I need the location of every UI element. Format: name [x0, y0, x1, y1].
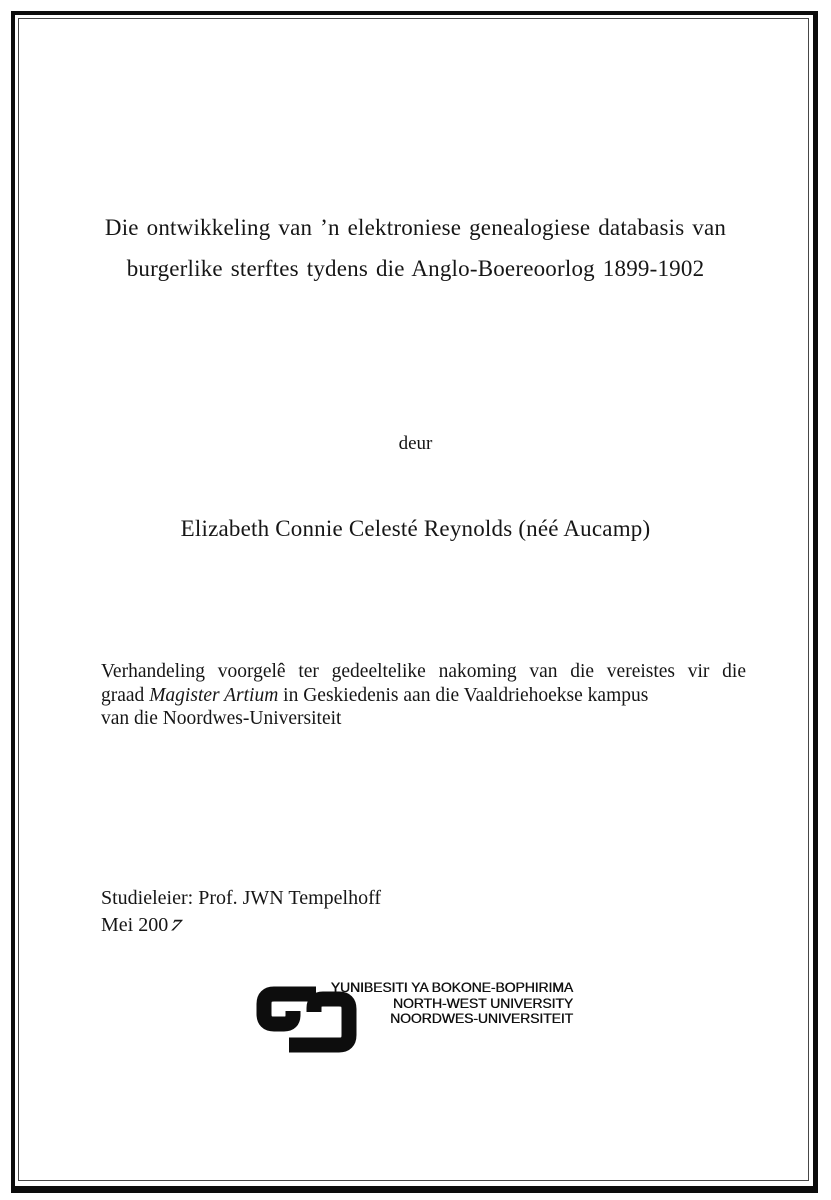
author-name: Elizabeth Connie Celesté Reynolds (néé Aucamp): [180, 516, 651, 541]
submission-statement: [101, 660, 746, 731]
date-last-digit: 7: [167, 916, 185, 935]
degree-text-pre: graad: [101, 684, 150, 706]
logo-wordmark: [313, 980, 573, 1027]
title-line-1: Die ontwikkeling van ’n elektroniese genealogiese databasis van: [104, 215, 727, 240]
submission-line-3: van die Noordwes-Universiteit: [101, 708, 342, 730]
byline: deur: [398, 433, 433, 454]
university-logo: [253, 971, 573, 1055]
page-title: [58, 207, 773, 289]
title-line-2: burgerlike sterftes tydens die Anglo-Boereoorlog 1899-1902: [126, 256, 705, 281]
logo-line-setswana: YUNIBESITI YA BOKONE-BOPHIRIMA: [330, 979, 573, 995]
degree-text-post: in Geskiedenis aan die Vaaldriehoekse kampus: [278, 684, 649, 706]
logo-line-english: NORTH-WEST UNIVERSITY: [392, 994, 573, 1011]
date-line: [101, 912, 381, 939]
supervisor-line: Studieleier: Prof. JWN Tempelhoff: [101, 887, 382, 909]
date-prefix: Mei 200: [101, 913, 169, 936]
logo-line-afrikaans: NOORDWES-UNIVERSITEIT: [389, 1010, 573, 1027]
degree-name: Magister Artium: [149, 684, 279, 706]
submission-line-2: [101, 684, 746, 708]
supervisor-block: [101, 885, 381, 938]
submission-line-1: Verhandeling voorgelê ter gedeeltelike nakoming van die vereistes vir die: [101, 661, 746, 682]
